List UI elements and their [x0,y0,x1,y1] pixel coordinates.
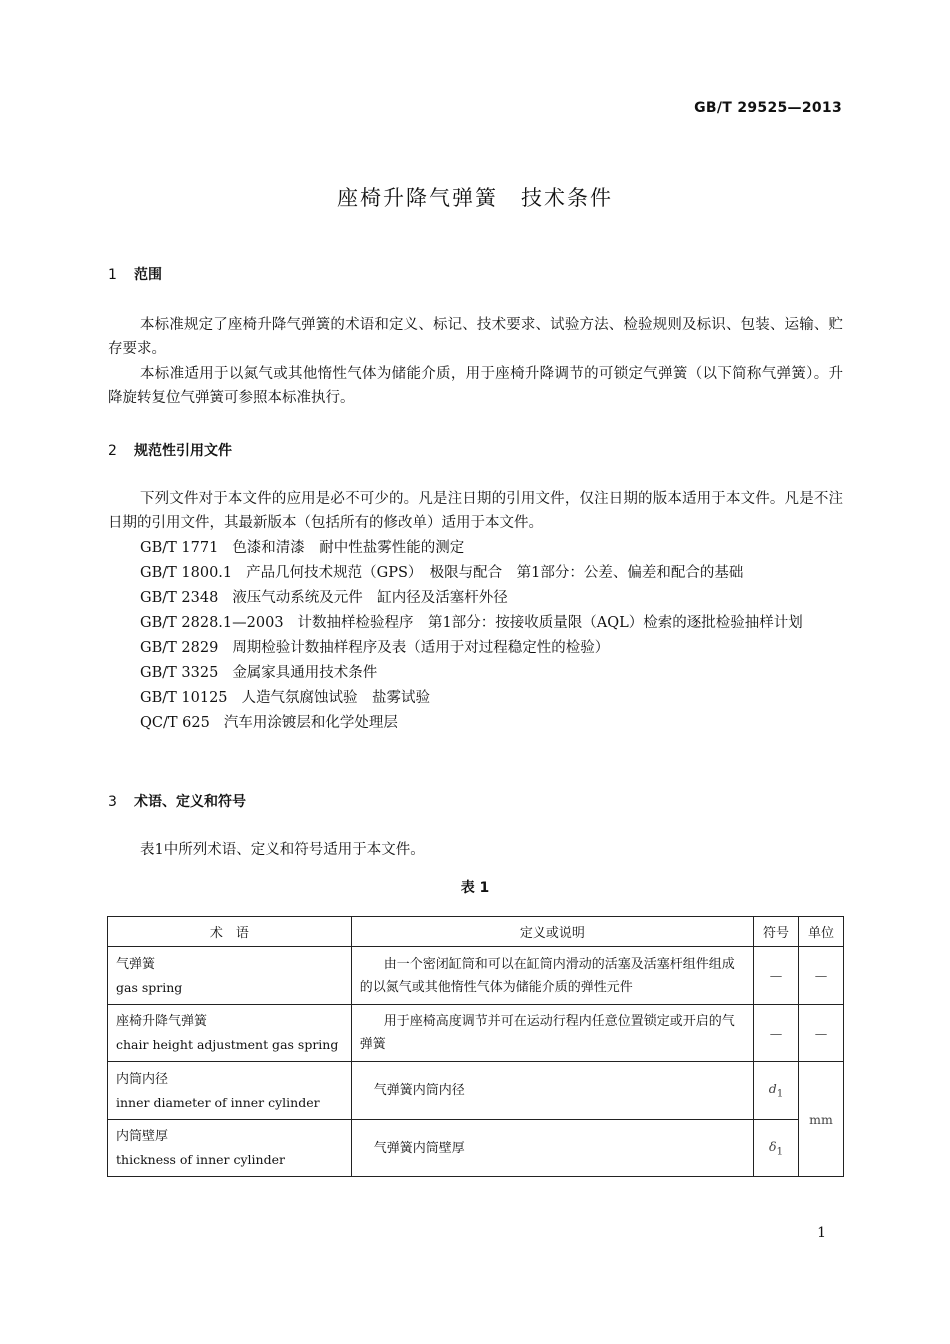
document-title: 座椅升降气弹簧 技术条件 [337,186,613,210]
term-en: inner diameter of inner cylinder [116,1094,320,1110]
reference-title: 周期检验计数抽样程序及表（适用于对过程稳定性的检验） [232,640,610,656]
section-title: 术语、定义和符号 [134,794,246,810]
section-title: 规范性引用文件 [134,443,232,459]
section-number: 2 [108,443,117,459]
reference-code: GB/T 1800.1 [140,565,233,581]
reference-code: GB/T 10125 [140,690,228,706]
section-3-heading [108,791,246,811]
term-cn: 气弹簧 [116,956,156,972]
section-number: 1 [108,267,117,283]
scope-paragraph-2: 本标准适用于以氮气或其他惰性气体为储能介质，用于座椅升降调节的可锁定气弹簧（以下简称气弹簧）。升降旋转复位气弹簧可参照本标准执行。 [108,366,843,406]
term-cn: 内筒壁厚 [116,1129,169,1144]
reference-code: GB/T 2829 [140,640,219,656]
symbol-cell: — [754,947,799,1005]
reference-code: QC/T 625 [140,715,210,731]
reference-code: GB/T 2828.1—2003 [140,615,284,631]
term-cell [108,947,352,1005]
term-cell [108,1120,352,1177]
table-row [108,1005,844,1062]
table-caption: 表 1 [460,880,490,896]
reference-title: 汽车用涂镀层和化学处理层 [223,715,398,731]
reference-code: GB/T 3325 [140,665,219,681]
column-header-term: 术 语 [108,917,352,947]
column-header-unit: 单位 [799,917,844,947]
unit-cell: — [799,947,844,1005]
definition-cell: 用于座椅高度调节并可在运动行程内任意位置锁定或开启的气弹簧 [351,1005,753,1062]
section-title: 范围 [134,267,162,283]
terms-intro: 表1中所列术语、定义和符号适用于本文件。 [140,842,425,858]
reference-item [108,686,843,711]
reference-list [108,536,843,736]
reference-item [108,661,843,686]
term-cn: 座椅升降气弹簧 [116,1014,208,1029]
symbol-subscript: 1 [776,1145,784,1158]
term-en: gas spring [116,979,183,995]
term-cell [108,1062,352,1120]
term-cn: 内筒内径 [116,1071,169,1087]
reference-code: GB/T 1771 [140,540,219,556]
section-number: 3 [108,794,117,810]
term-cell [108,1005,352,1062]
symbol-letter: δ [768,1138,777,1154]
table-row [108,1120,844,1177]
table-header-row [108,917,844,947]
references-intro: 下列文件对于本文件的应用是必不可少的。凡是注日期的引用文件，仅注日期的版本适用于本文件。凡是不注日期的引用文件，其最新版本（包括所有的修改单）适用于本文件。 [108,491,843,531]
symbol-subscript: 1 [776,1087,784,1100]
table-row [108,947,844,1005]
term-en: thickness of inner cylinder [116,1152,285,1167]
table-row [108,1062,844,1120]
reference-code: GB/T 2348 [140,590,219,606]
reference-title: 计数抽样检验程序 第1部分：按接收质量限（AQL）检索的逐批检验抽样计划 [297,615,803,631]
reference-item [108,636,843,661]
terms-table [107,916,844,1177]
reference-title: 液压气动系统及元件 缸内径及活塞杆外径 [232,590,508,606]
symbol-cell [754,1120,799,1177]
unit-cell: mm [799,1062,844,1177]
symbol-cell [754,1062,799,1120]
reference-title: 产品几何技术规范（GPS） 极限与配合 第1部分：公差、偏差和配合的基础 [246,565,744,581]
reference-title: 人造气氛腐蚀试验 盐雾试验 [241,690,431,706]
definition-cell: 由一个密闭缸筒和可以在缸筒内滑动的活塞及活塞杆组件组成的以氮气或其他惰性气体为储能介质的弹性元件 [351,947,753,1005]
reference-item [108,561,843,586]
reference-item [108,611,843,636]
scope-paragraph-1: 本标准规定了座椅升降气弹簧的术语和定义、标记、技术要求、试验方法、检验规则及标识、包装、运输、贮存要求。 [108,317,843,357]
reference-item [108,536,843,561]
section-1-heading [108,264,162,284]
reference-item [108,711,843,736]
standard-number: GB/T 29525—2013 [694,100,842,116]
definition-cell: 气弹簧内筒内径 [351,1062,753,1120]
unit-cell: — [799,1005,844,1062]
symbol-letter: d [768,1081,777,1097]
page-number: 1 [817,1225,826,1241]
section-2-heading [108,440,232,460]
term-en: chair height adjustment gas spring [116,1037,339,1052]
reference-item [108,586,843,611]
definition-cell: 气弹簧内筒壁厚 [351,1120,753,1177]
symbol-cell: — [754,1005,799,1062]
reference-title: 金属家具通用技术条件 [232,665,378,681]
column-header-definition: 定义或说明 [351,917,753,947]
column-header-symbol: 符号 [754,917,799,947]
reference-title: 色漆和清漆 耐中性盐雾性能的测定 [232,540,465,556]
